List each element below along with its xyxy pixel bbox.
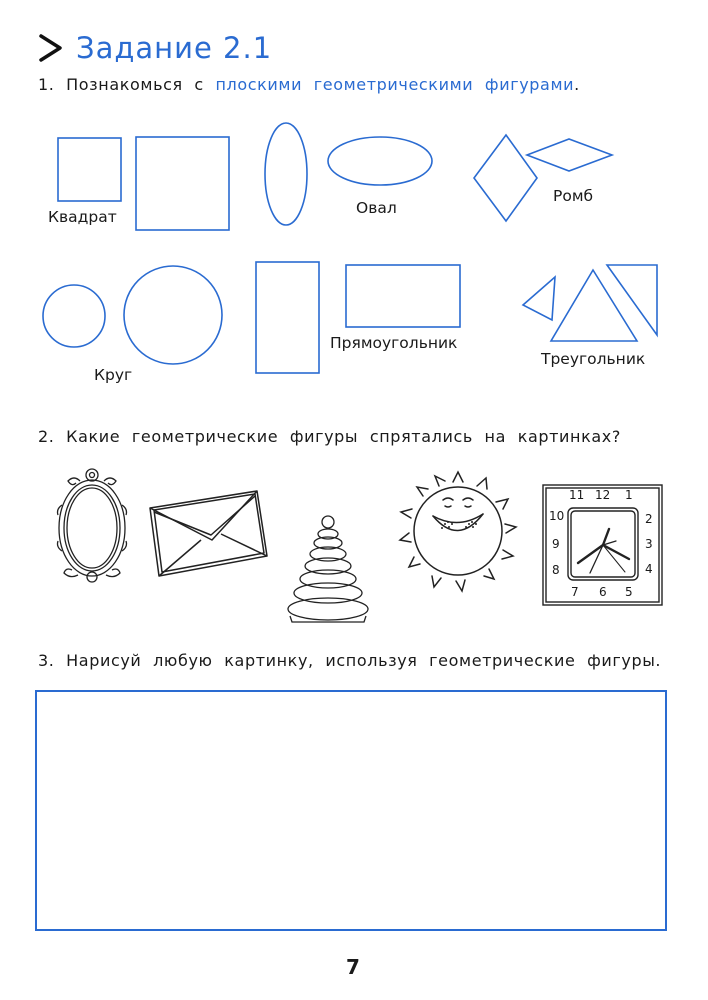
label-oval: Овал — [356, 199, 397, 217]
clock-number-10: 10 — [549, 509, 565, 523]
large-square-shape — [136, 137, 229, 230]
drawing-area[interactable] — [35, 690, 667, 931]
clock-number-5: 5 — [625, 585, 633, 599]
label-rhombus: Ромб — [553, 187, 594, 205]
clock-number-12: 12 — [595, 488, 611, 502]
task2-instruction — [38, 427, 621, 446]
page-number: 7 — [346, 955, 360, 979]
task2-number: 2. — [38, 427, 55, 446]
label-triangle: Треугольник — [541, 350, 646, 368]
page-title: Задание 2.1 — [76, 31, 273, 65]
envelope-picture — [145, 488, 270, 583]
arrow-bullet-icon — [38, 33, 64, 63]
clock-picture — [541, 483, 664, 607]
small-circle-shape — [43, 285, 105, 347]
clock-number-3: 3 — [645, 537, 653, 551]
label-square: Квадрат — [48, 208, 117, 226]
horizontal-rhombus-shape — [527, 139, 612, 171]
vertical-rectangle-shape — [256, 262, 319, 373]
clock-number-9: 9 — [552, 537, 560, 551]
large-circle-shape — [124, 266, 222, 364]
task1-text: Познакомься с — [66, 75, 204, 94]
task3-number: 3. — [38, 651, 55, 670]
clock-number-2: 2 — [645, 512, 653, 526]
task1-text-end: . — [574, 75, 580, 94]
task3-instruction — [38, 651, 661, 670]
clock-number-8: 8 — [552, 563, 560, 577]
task2-text: Какие геометрические фигуры спрятались на картинках? — [66, 427, 621, 446]
clock-number-7: 7 — [571, 585, 579, 599]
label-rectangle: Прямоугольник — [330, 334, 458, 352]
task1-instruction — [38, 75, 580, 94]
pyramid-toy-picture — [282, 512, 374, 627]
task1-number: 1. — [38, 75, 55, 94]
vertical-rhombus-shape — [474, 135, 537, 221]
sun-picture — [393, 466, 523, 596]
vertical-oval-shape — [265, 123, 307, 225]
right-triangle-shape — [607, 265, 657, 335]
mirror-picture — [52, 465, 132, 585]
clock-number-6: 6 — [599, 585, 607, 599]
task3-text: Нарисуй любую картинку, используя геометрические фигуры. — [66, 651, 662, 670]
small-triangle-shape — [523, 277, 555, 320]
clock-number-1: 1 — [625, 488, 633, 502]
clock-number-4: 4 — [645, 562, 653, 576]
small-square-shape — [58, 138, 121, 201]
clock-number-11: 11 — [569, 488, 585, 502]
large-triangle-shape — [551, 270, 637, 341]
label-circle: Круг — [94, 366, 133, 384]
task-heading — [38, 28, 272, 68]
horizontal-oval-shape — [328, 137, 432, 185]
horizontal-rectangle-shape — [346, 265, 460, 327]
task1-highlight: плоскими геометрическими фигурами — [215, 75, 575, 94]
